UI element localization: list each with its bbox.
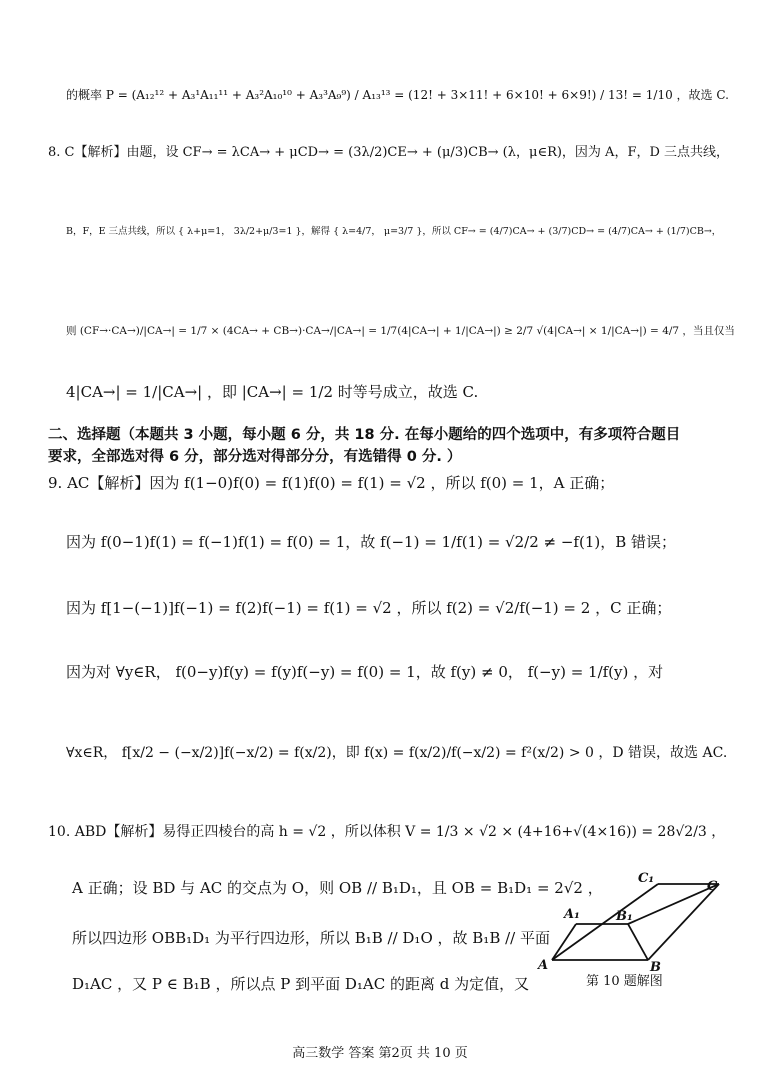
label-C: C <box>707 879 718 894</box>
text-line: B，F，E 三点共线，所以 { λ+μ=1， 3λ/2+μ/3=1 }，解得 { λ=4/7， μ=3/7 }，所以 CF→ = (4/7)CA→ + (3/7)CD→ = (4/7)CA→ + (1/7)CB→， <box>66 226 722 237</box>
text-line: 要求，全部选对得 6 分，部分选对得部分分，有选错得 0 分. ） <box>48 449 462 465</box>
edge-B1-C <box>628 884 719 924</box>
figure-10-solution-diagram <box>536 868 726 982</box>
edge-B1-B <box>628 924 648 960</box>
label-C1: C₁ <box>638 871 655 886</box>
page-footer: 高三数学 答案 第2页 共 10 页 <box>292 1046 468 1061</box>
text-line: 的概率 P = (A₁₂¹² + A₃¹A₁₁¹¹ + A₃²A₁₀¹⁰ + A₃³A₉⁹) / A₁₃¹³ = (12! + 3×11! + 6×10! + 6×9!) / 13! = 1/10 ，故选 C. <box>66 88 729 102</box>
text-line: A 正确；设 BD 与 AC 的交点为 O，则 OB // B₁D₁，且 OB = B₁D₁ = 2√2 ， <box>72 879 603 897</box>
text-line: 10. ABD【解析】易得正四棱台的高 h = √2 ，所以体积 V = 1/3 × √2 × (4+16+√(4×16)) = 28√2/3 ， <box>48 824 726 840</box>
text-line: 因为 f[1−(−1)]f(−1) = f(2)f(−1) = f(1) = √2 ，所以 f(2) = √2/f(−1) = 2 ，C 正确； <box>66 599 672 617</box>
text-line: 二、选择题（本题共 3 小题，每小题 6 分，共 18 分. 在每小题给的四个选项中，有多项符合题目 <box>48 427 681 443</box>
edge-B-C <box>648 884 719 960</box>
label-B1: B₁ <box>616 909 633 924</box>
edge-A-A1 <box>552 924 576 960</box>
text-line: ∀x∈R， f[x/2 − (−x/2)]f(−x/2) = f(x/2)，即 f(x) = f(x/2)/f(−x/2) = f²(x/2) > 0 ，D 错误，故选 AC. <box>66 745 728 761</box>
text-line: 8. C【解析】由题，设 CF→ = λCA→ + μCD→ = (3λ/2)CE→ + (μ/3)CB→ (λ，μ∈R)，因为 A，F，D 三点共线， <box>48 145 730 160</box>
text-line: 9. AC【解析】因为 f(1−0)f(0) = f(1)f(0) = f(1) = √2 ，所以 f(0) = 1，A 正确； <box>48 474 615 492</box>
text-line: D₁AC ，又 P ∈ B₁B ，所以点 P 到平面 D₁AC 的距离 d 为定值，又 <box>72 975 530 993</box>
figure-caption: 第 10 题解图 <box>586 974 663 989</box>
text-line: 因为对 ∀y∈R， f(0−y)f(y) = f(y)f(−y) = f(0) = 1，故 f(y) ≠ 0， f(−y) = 1/f(y) ，对 <box>66 663 664 681</box>
label-B: B <box>650 960 661 975</box>
parallelogram-diagram <box>536 868 726 978</box>
text-line: 则 (CF→·CA→)/|CA→| = 1/7 × (4CA→ + CB→)·CA→/|CA→| = 1/7(4|CA→| + 1/|CA→|) ≥ 2/7 √(4|CA→| × 1/|CA→|) = 4/7 ，当且仅当 <box>66 325 735 337</box>
text-line: 因为 f(0−1)f(1) = f(−1)f(1) = f(0) = 1，故 f(−1) = 1/f(1) = √2/2 ≠ −f(1)，B 错误； <box>66 533 677 551</box>
label-A: A <box>538 958 549 973</box>
text-line: 4|CA→| = 1/|CA→| ，即 |CA→| = 1/2 时等号成立，故选 C. <box>66 383 479 401</box>
label-A1: A₁ <box>564 907 580 922</box>
text-line: 所以四边形 OBB₁D₁ 为平行四边形，所以 B₁B // D₁O ，故 B₁B // 平面 <box>72 929 550 947</box>
